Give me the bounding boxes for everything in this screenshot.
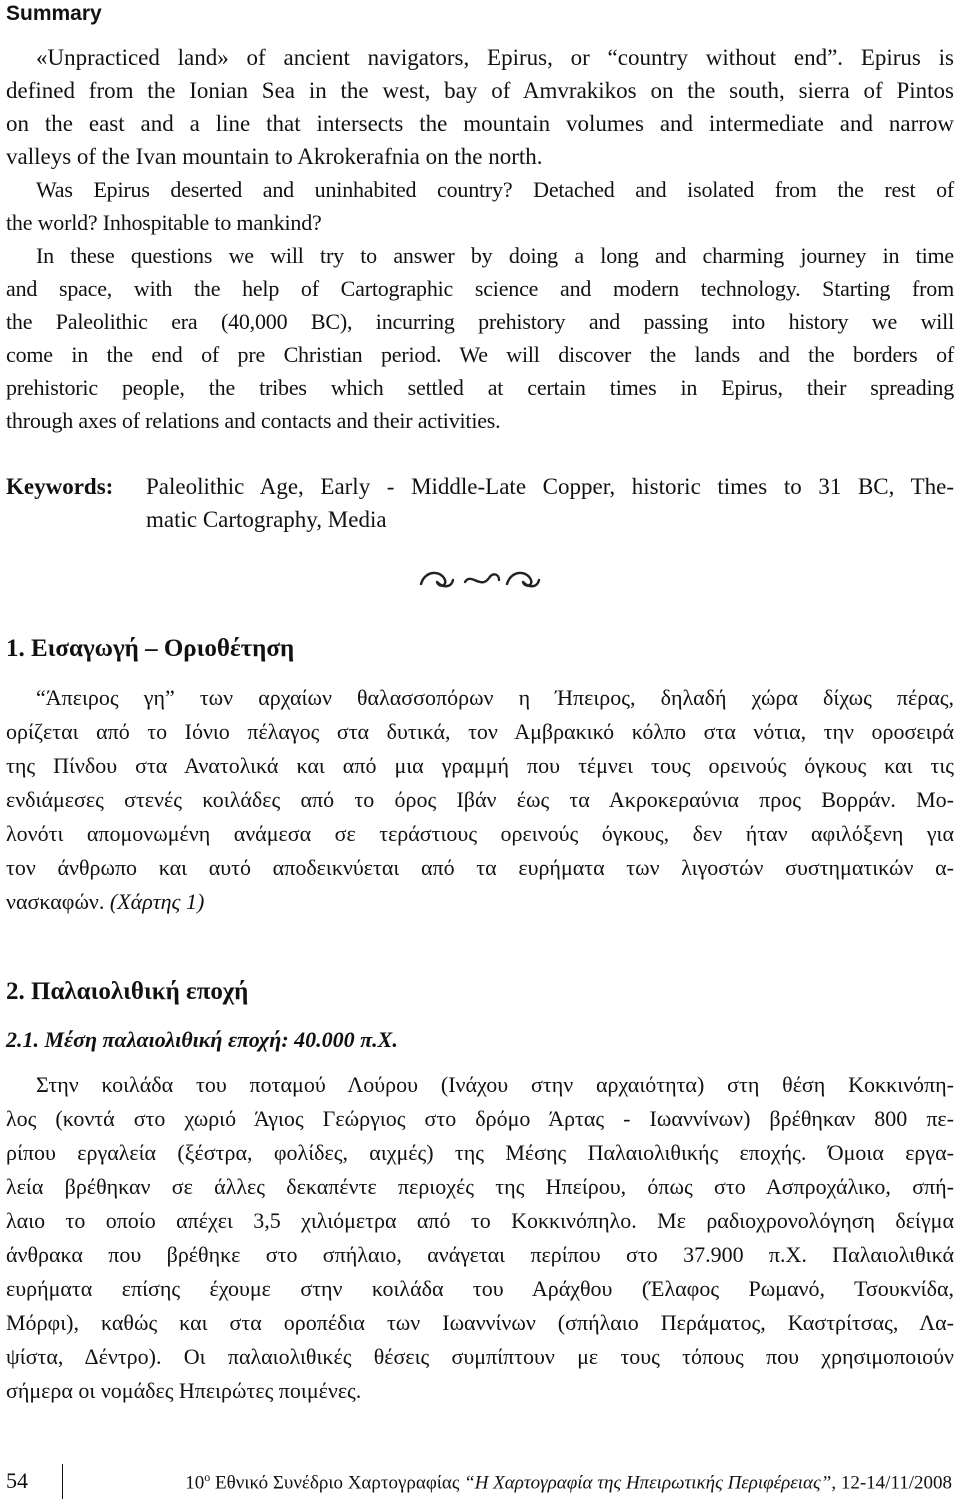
keywords-text bbox=[146, 470, 954, 536]
text-line: τον άνθρωπο και αυτό αποδεικνύεται από τα ευρήματα των λιγοστών συστηματικών α- bbox=[6, 855, 954, 880]
text-line: valleys of the Ivan mountain to Akrokerafnia on the north. bbox=[6, 144, 543, 169]
text-line: the Paleolithic era (40,000 BC), incurring prehistory and passing into history we will bbox=[6, 309, 954, 334]
section-heading: 1. Εισαγωγή – Οριοθέτηση bbox=[6, 635, 295, 662]
text-line: prehistoric people, the tribes which settled at certain times in Epirus, their spreading bbox=[6, 375, 954, 400]
intro-paragraph bbox=[6, 681, 954, 919]
summary-paragraph bbox=[6, 41, 954, 173]
text-line: ψίστα, Δέντρο). Οι παλαιολιθικές θέσεις συμπίπτουν με τους τόπους που χρησιμοποιούν bbox=[6, 1344, 954, 1369]
summary-heading: Summary bbox=[6, 2, 102, 25]
text-line: ορίζεται από το Ιόνιο πέλαγος στα δυτικά, τον Αμβρακικό κόλπο στα νότια, την οροσειρά bbox=[6, 719, 954, 744]
page-number: 54 bbox=[6, 1468, 28, 1493]
section-paragraph bbox=[6, 1068, 954, 1408]
text-line: “Άπειρος γη” των αρχαίων θαλασσοπόρων η Ήπειρος, δηλαδή χώρα δίχως πέρας, bbox=[36, 685, 954, 710]
text-line: «Unpracticed land» of ancient navigators, Epirus, or “country without end”. Epirus is bbox=[36, 45, 954, 70]
summary-paragraph bbox=[6, 239, 954, 437]
text-line: come in the end of pre Christian period. We will discover the lands and the borders of bbox=[6, 342, 954, 367]
text-line: ρίπου εργαλεία (ξέστρα, φολίδες, αιχμές) της Μέσης Παλαιολιθικής εποχής. Όμοια εργα- bbox=[6, 1140, 954, 1165]
summary-paragraph bbox=[6, 173, 954, 239]
text-line: on the east and a line that intersects the mountain volumes and intermediate and narrow bbox=[6, 111, 954, 136]
text-line: της Πίνδου στα Ανατολικά και από μια γραμμή που τέμνει τους ορεινούς όγκους και τις bbox=[6, 753, 954, 778]
subsection-heading: 2.1. Μέση παλαιολιθική εποχή: 40.000 π.Χ. bbox=[6, 1027, 398, 1052]
text-line: ευρήματα επίσης έχουμε στην κοιλάδα του Αράχθου (Έλαφος Ρωμανό, Τσουκνίδα, bbox=[6, 1276, 954, 1301]
text-line: άνθρακα που βρέθηκε στο σπήλαιο, ανάγεται περίπου στο 37.900 π.Χ. Παλαιολιθικά bbox=[6, 1242, 954, 1267]
text-line: through axes of relations and contacts and their activities. bbox=[6, 408, 501, 433]
text-line: Στην κοιλάδα του ποταμού Λούρου (Ινάχου στην αρχαιότητα) στη θέση Κοκκινόπη- bbox=[36, 1072, 954, 1097]
conference-theme: “Η Χαρτογραφία της Ηπειρωτικής Περιφέρειας” bbox=[464, 1472, 832, 1494]
text-line: ενδιάμεσες στενές κοιλάδες από το όρος Ιβάν έως τα Ακροκεραύνια προς Βορράν. Μο- bbox=[6, 787, 954, 812]
edition-ordinal: ο bbox=[204, 1470, 211, 1484]
ornament-divider-icon bbox=[415, 566, 545, 596]
edition-number: 10 bbox=[185, 1472, 205, 1494]
text-line: matic Cartography, Media bbox=[146, 507, 387, 532]
footer-divider bbox=[62, 1464, 63, 1499]
text-line: Was Epirus deserted and uninhabited country? Detached and isolated from the rest of bbox=[36, 177, 954, 202]
text-line: λονότι απομονωμένη ανάμεσα σε τεράστιους ορεινούς όγκους, δεν ήταν αφιλόξενη για bbox=[6, 821, 954, 846]
text-line: defined from the Ionian Sea in the west, bay of Amvrakikos on the south, sierra of Pintos bbox=[6, 78, 954, 103]
section-heading: 2. Παλαιολιθική εποχή bbox=[6, 978, 249, 1005]
text-line: and space, with the help of Cartographic science and modern technology. Starting from bbox=[6, 276, 954, 301]
text-line: In these questions we will try to answer by doing a long and charming journey in time bbox=[36, 243, 954, 268]
conference-name: Εθνικό Συνέδριο Χαρτογραφίας bbox=[215, 1472, 460, 1494]
text-line: the world? Inhospitable to mankind? bbox=[6, 210, 322, 235]
text-line: λεία βρέθηκαν σε άλλες δεκαπέντε περιοχές της Ηπείρου, όπως στο Ασπροχάλικο, σπή- bbox=[6, 1174, 954, 1199]
text-fragment: νασκαφών. bbox=[6, 889, 105, 914]
text-line: λαιο το οποίο απέχει 3,5 χιλιόμετρα από το Κοκκινόπηλο. Με ραδιοχρονολόγηση δείγμα bbox=[6, 1208, 954, 1233]
text-line: σήμερα οι νομάδες Ηπειρώτες ποιμένες. bbox=[6, 1378, 362, 1403]
keywords-label: Keywords: bbox=[6, 474, 114, 499]
text-line bbox=[6, 885, 954, 919]
text-line: λος (κοντά στο χωριό Άγιος Γεώργιος στο δρόμο Άρτας - Ιωαννίνων) βρέθηκαν 800 πε- bbox=[6, 1106, 954, 1131]
text-line: Μόρφι), καθώς και στα οροπέδια των Ιωαννίνων (σπήλαιο Περάματος, Καστρίτσας, Λα- bbox=[6, 1310, 954, 1335]
text-line: Paleolithic Age, Early - Middle-Late Copper, historic times to 31 BC, The- bbox=[146, 474, 954, 499]
map-reference: (Χάρτης 1) bbox=[109, 889, 205, 914]
running-footer bbox=[185, 1470, 952, 1494]
conference-dates: , 12-14/11/2008 bbox=[831, 1472, 952, 1494]
